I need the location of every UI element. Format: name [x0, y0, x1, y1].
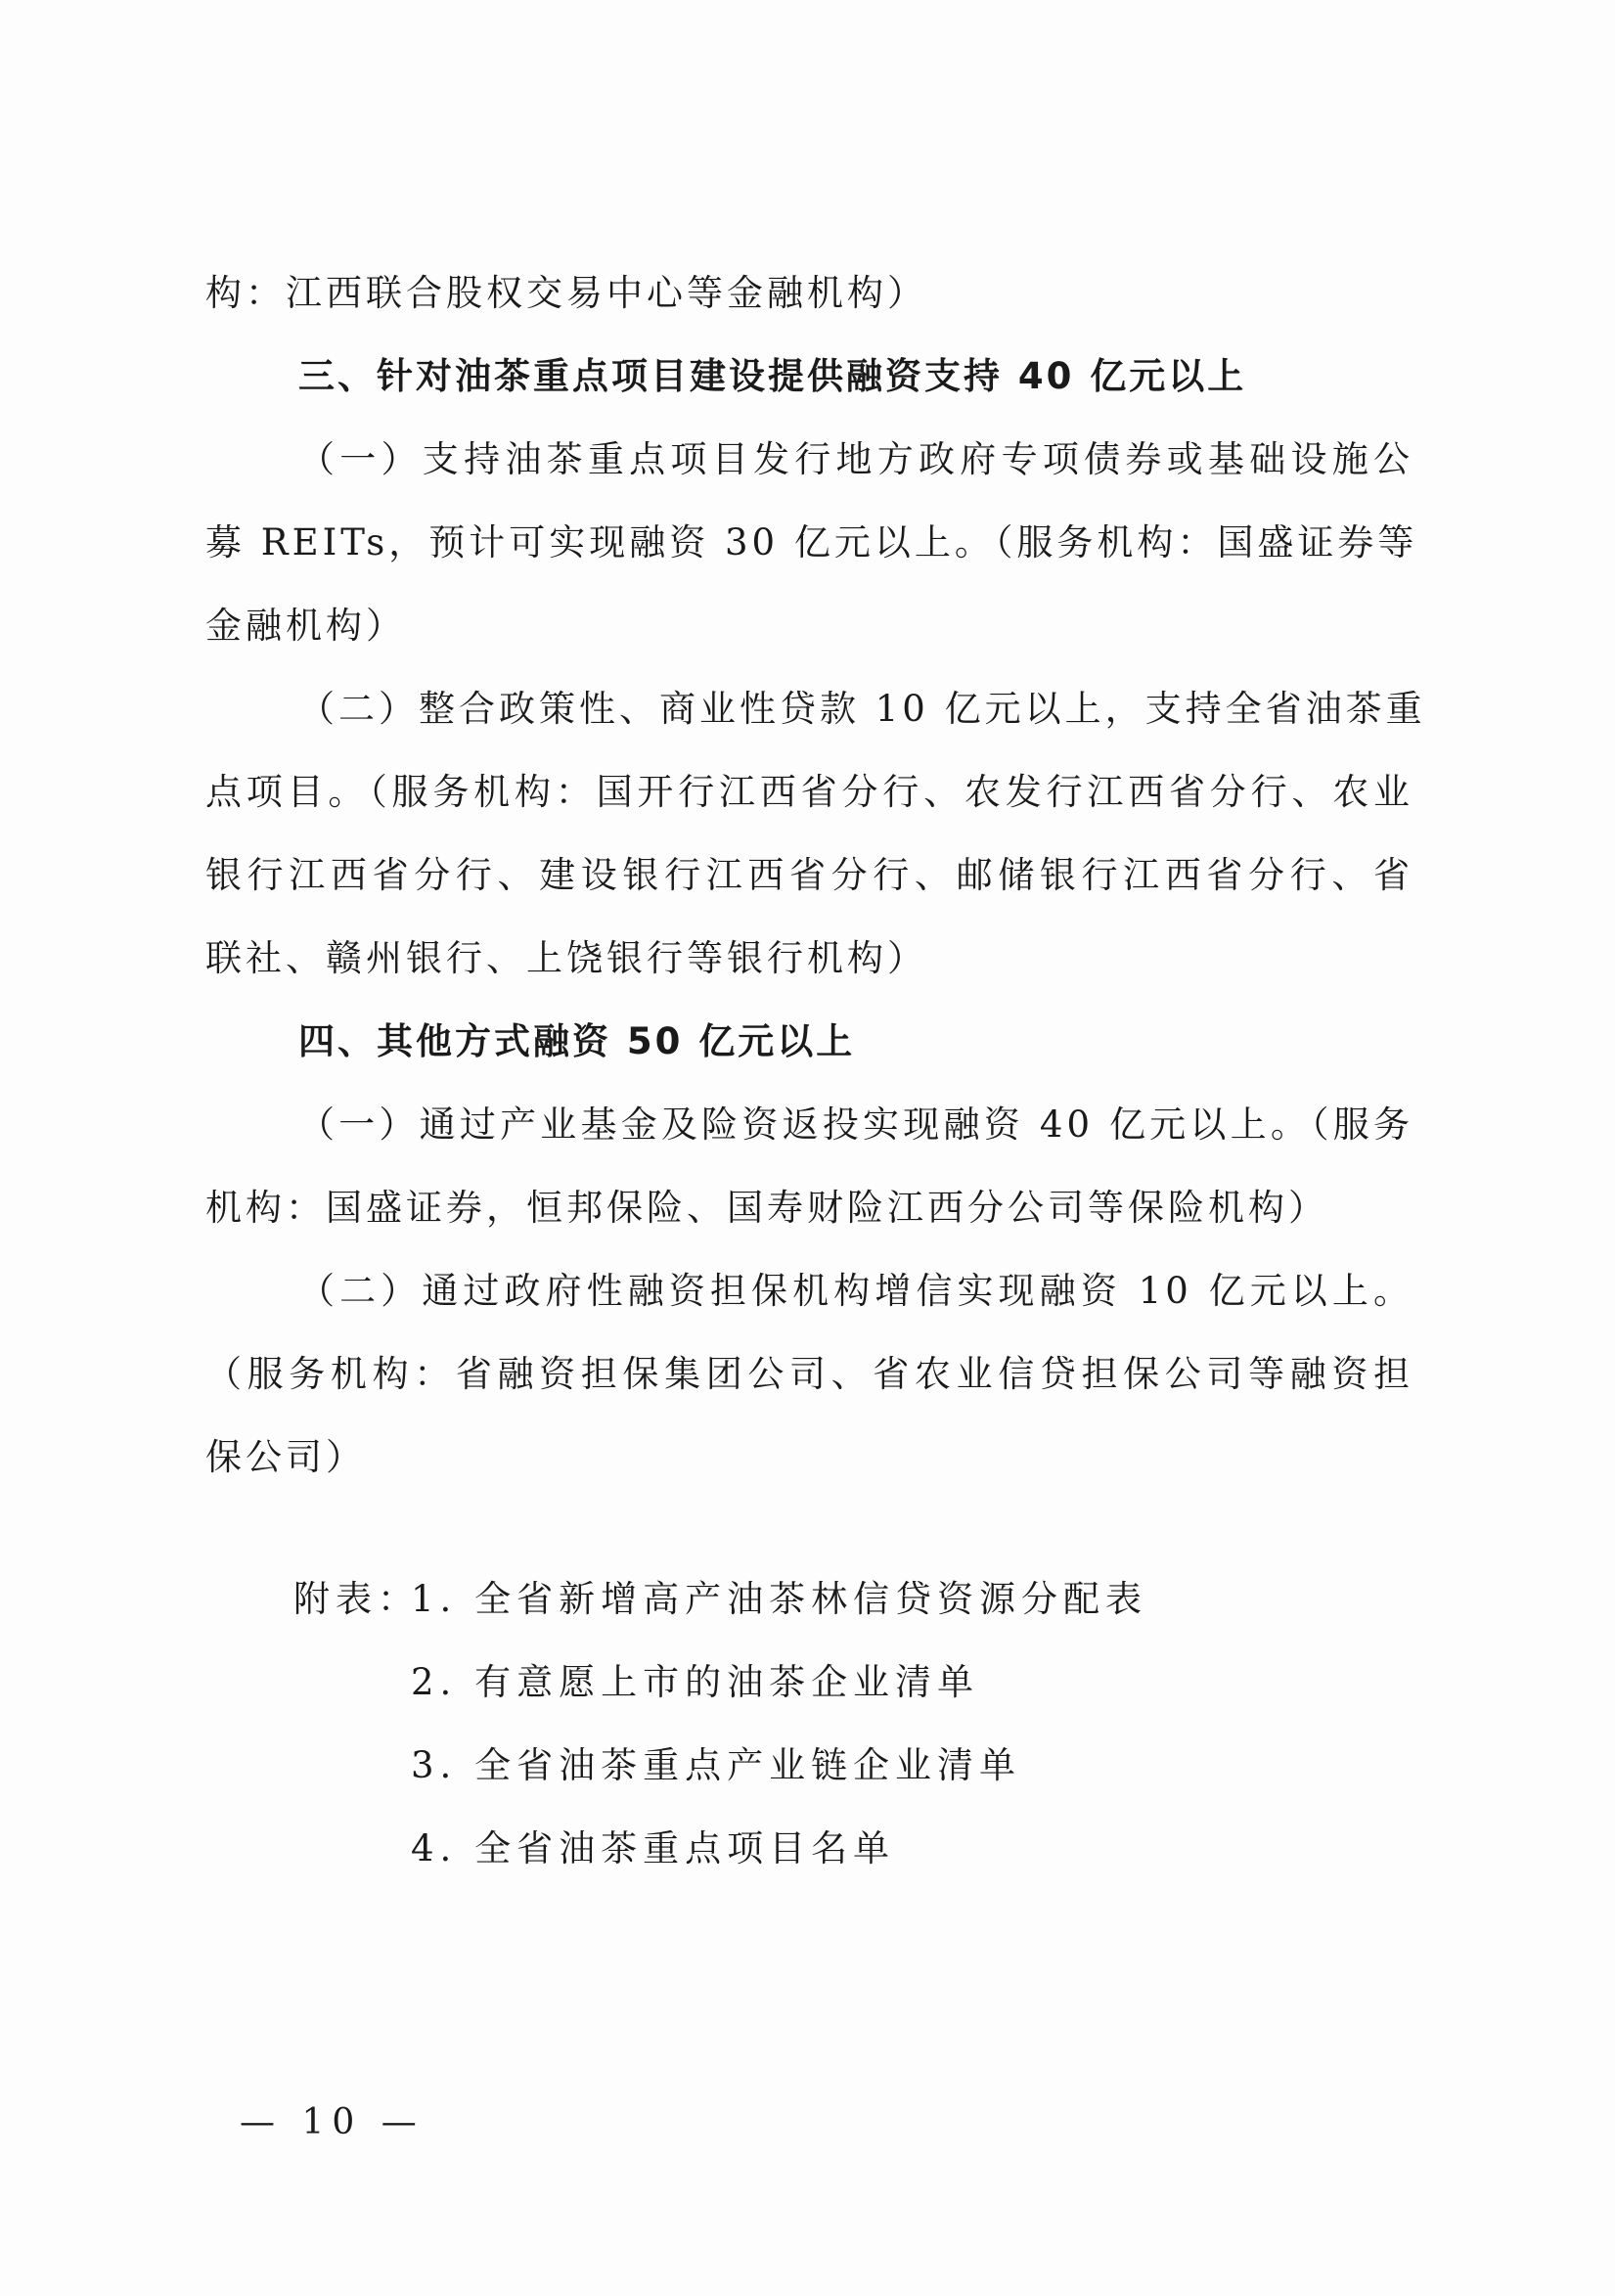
attachments-label: 附表： — [293, 1578, 420, 1620]
paragraph-line: （一）支持油茶重点项目发行地方政府专项债券或基础设施公 — [298, 438, 1413, 480]
attachment-item: 3. 全省油茶重点产业链企业清单 — [411, 1744, 1022, 1786]
paragraph-line: 点项目。（服务机构：国开行江西省分行、农发行江西省分行、农业 — [205, 771, 1413, 813]
paragraph-line: 保公司） — [205, 1436, 366, 1478]
paragraph-line: （服务机构：省融资担保集团公司、省农业信贷担保公司等融资担 — [205, 1353, 1413, 1395]
attachment-item: 1. 全省新增高产油茶林信贷资源分配表 — [411, 1578, 1148, 1620]
paragraph-line: 募 REITs，预计可实现融资 30 亿元以上。（服务机构：国盛证券等 — [205, 521, 1418, 563]
page-number: — 10 — — [240, 2102, 425, 2142]
paragraph-line: （一）通过产业基金及险资返投实现融资 40 亿元以上。（服务 — [298, 1103, 1413, 1146]
paragraph-line: （二）整合政策性、商业性贷款 10 亿元以上，支持全省油茶重 — [298, 688, 1426, 730]
attachment-item: 2. 有意愿上市的油茶企业清单 — [411, 1661, 980, 1703]
paragraph-line: 金融机构） — [205, 605, 406, 647]
section-heading: 三、针对油茶重点项目建设提供融资支持 40 亿元以上 — [298, 355, 1247, 397]
paragraph-line: 联社、赣州银行、上饶银行等银行机构） — [205, 937, 927, 979]
attachment-item: 4. 全省油茶重点项目名单 — [411, 1827, 896, 1869]
paragraph-line: 机构：国盛证券，恒邦保险、国寿财险江西分公司等保险机构） — [205, 1187, 1328, 1229]
section-heading: 四、其他方式融资 50 亿元以上 — [298, 1020, 856, 1062]
paragraph-line: 银行江西省分行、建设银行江西省分行、邮储银行江西省分行、省 — [205, 854, 1413, 896]
paragraph-line: 构：江西联合股权交易中心等金融机构） — [205, 272, 927, 314]
paragraph-line: （二）通过政府性融资担保机构增信实现融资 10 亿元以上。 — [298, 1270, 1413, 1312]
